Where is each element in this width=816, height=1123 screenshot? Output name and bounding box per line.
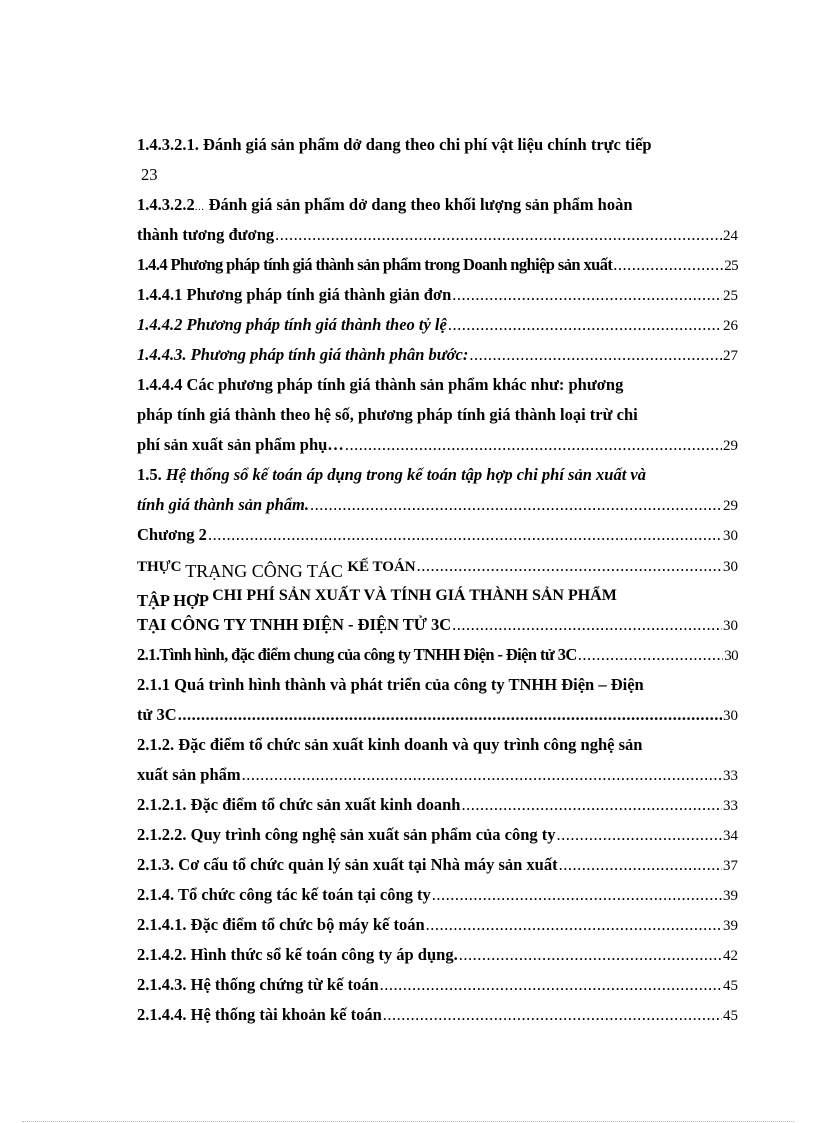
toc-entry-title: Hệ thống sổ kế toán áp dụng trong kế toán tập hợp chi phí sản xuất và <box>165 465 646 484</box>
toc-entry-title: 1.4.4.4 Các phương pháp tính giá thành sản phẩm khác như: phương <box>137 375 624 394</box>
toc-entry-1-4-4[interactable] <box>137 250 738 280</box>
toc-entry-page: 33 <box>723 798 738 814</box>
toc-entry-page: 37 <box>723 858 738 874</box>
toc-dot-leader <box>178 700 722 730</box>
toc-entry-page: 45 <box>723 978 738 994</box>
toc-dot-leader <box>469 340 722 370</box>
toc-entry-tap-hop[interactable] <box>137 580 738 610</box>
toc-entry-title: 1.4.4.3. Phương pháp tính giá thành phân bước: <box>137 345 469 364</box>
toc-entry-title: 2.1.2.2. Quy trình công nghệ sản xuất sản phẩm của công ty <box>137 825 556 844</box>
toc-entry-page: 27 <box>723 348 738 364</box>
toc-entry-page: 30 <box>723 559 738 575</box>
toc-dot-leader <box>275 220 722 250</box>
toc-entry-1-4-4-2[interactable] <box>137 310 738 340</box>
toc-entry-1-5[interactable] <box>137 460 738 490</box>
toc-entry-continuation[interactable] <box>137 430 738 460</box>
toc-entry-continuation[interactable] <box>137 760 738 790</box>
toc-entry-continuation <box>137 400 738 430</box>
toc-entry-page: 24 <box>723 228 738 244</box>
toc-entry-page: 39 <box>723 918 738 934</box>
toc-title-part: TRẠNG CÔNG TÁC <box>185 561 348 580</box>
toc-entry-2-1-4[interactable] <box>137 880 738 910</box>
toc-dot-leader <box>557 820 722 850</box>
toc-entry-page: 33 <box>723 768 738 784</box>
toc-entry-thuc-trang[interactable] <box>137 550 738 580</box>
toc-entry-title: 2.1.2. Đặc điểm tổ chức sản xuất kinh doanh và quy trình công nghệ sản <box>137 735 643 754</box>
toc-entry-page: 42 <box>723 948 738 964</box>
toc-dot-leader <box>452 280 722 310</box>
toc-entry-page: 23 <box>141 165 158 184</box>
toc-entry-1-4-4-4[interactable] <box>137 370 738 400</box>
toc-entry-title: 2.1.1 Quá trình hình thành và phát triển của công ty TNHH Điện – Điện <box>137 675 644 694</box>
toc-dot-leader <box>459 940 722 970</box>
toc-dot-leader <box>426 910 722 940</box>
toc-entry-1-4-4-3[interactable] <box>137 340 738 370</box>
toc-title-part: THỰC <box>137 559 186 575</box>
toc-title-part: TẬP HỢP <box>137 591 213 610</box>
toc-entry-title: 2.1.Tình hình, đặc điểm chung của công ty TNHH Điện - Điện tử 3C <box>137 645 577 664</box>
toc-entry-2-1-2-2[interactable] <box>137 820 738 850</box>
toc-entry-chuong-2[interactable] <box>137 520 738 550</box>
toc-dot-leader <box>448 310 722 340</box>
toc-entry-page: 30 <box>724 648 738 664</box>
toc-entry-page: 30 <box>723 618 738 634</box>
toc-entry-1-4-4-1[interactable] <box>137 280 738 310</box>
toc-entry-title: 2.1.4. Tổ chức công tác kế toán tại công ty <box>137 885 431 904</box>
toc-entry-2-1[interactable] <box>137 640 738 670</box>
toc-dot-leader <box>208 520 722 550</box>
toc-dot-leader <box>578 640 724 670</box>
toc-entry-page: 45 <box>723 1008 738 1024</box>
toc-entry-page: 34 <box>723 828 738 844</box>
toc-entry-title: Đánh giá sản phẩm dở dang theo khối lượng sản phẩm hoàn <box>208 195 633 214</box>
toc-entry-title: pháp tính giá thành theo hệ số, phương pháp tính giá thành loại trừ chi <box>137 405 638 424</box>
toc-title-part: KẾ TOÁN <box>347 559 416 575</box>
toc-dot-leader <box>613 250 723 280</box>
toc-entry-title: 2.1.2.1. Đặc điểm tổ chức sản xuất kinh doanh <box>137 795 461 814</box>
toc-dot-leader <box>310 490 722 520</box>
toc-entry-title: tính giá thành sản phẩm. <box>137 495 309 514</box>
toc-entry-title: 2.1.4.2. Hình thức sổ kế toán công ty áp dụng. <box>137 945 458 964</box>
toc-entry-number: 1.5. <box>137 465 166 484</box>
toc-entry-1-4-3-2-2[interactable] <box>137 190 738 220</box>
toc-entry-title: tử 3C <box>137 705 177 724</box>
toc-title-part: CHI PHÍ SẢN XUẤT VÀ TÍNH GIÁ THÀNH SẢN PHẨM <box>212 587 617 604</box>
toc-entry-page: 30 <box>723 708 738 724</box>
toc-entry-title: 2.1.3. Cơ cấu tổ chức quản lý sản xuất tại Nhà máy sản xuất <box>137 855 558 874</box>
toc-entry-continuation[interactable] <box>137 610 738 640</box>
toc-entry-page: 29 <box>723 438 738 454</box>
toc-entry-title: 1.4.4 Phương pháp tính giá thành sản phẩm trong Doanh nghiệp sản xuất <box>137 255 613 274</box>
toc-entry-continuation[interactable] <box>137 700 738 730</box>
toc-entry-number: 1.4.3.2.2 <box>137 195 195 214</box>
toc-dot-leader <box>432 880 722 910</box>
toc-entry-title: 1.4.3.2.1. Đánh giá sản phẩm dở dang theo chi phí vật liệu chính trực tiếp <box>137 135 652 154</box>
toc-dot-leader <box>417 551 722 580</box>
toc-entry-title: TẠI CÔNG TY TNHH ĐIỆN - ĐIỆN TỬ 3C <box>137 615 452 634</box>
toc-entry-1-4-3-2-1[interactable] <box>137 130 738 160</box>
table-of-contents <box>137 130 738 1030</box>
toc-entry-2-1-3[interactable] <box>137 850 738 880</box>
toc-entry-2-1-2-1[interactable] <box>137 790 738 820</box>
toc-entry-title: phí sản xuất sản phẩm phụ… <box>137 435 344 454</box>
toc-entry-2-1-4-4[interactable] <box>137 1000 738 1030</box>
toc-entry-title: 2.1.4.3. Hệ thống chứng từ kế toán <box>137 975 379 994</box>
toc-entry-2-1-2[interactable] <box>137 730 738 760</box>
toc-dot-leader <box>242 760 722 790</box>
toc-entry-title: thành tương đương <box>137 225 275 244</box>
toc-entry-page: 25 <box>723 288 738 304</box>
toc-entry-continuation[interactable] <box>137 490 738 520</box>
toc-entry-page: 25 <box>724 258 738 274</box>
toc-entry-page-row <box>137 160 738 190</box>
page-bottom-border <box>22 1121 794 1122</box>
toc-entry-page: 26 <box>723 318 738 334</box>
toc-entry-2-1-4-3[interactable] <box>137 970 738 1000</box>
toc-entry-title: Chương 2 <box>137 525 207 544</box>
toc-entry-2-1-1[interactable] <box>137 670 738 700</box>
toc-entry-2-1-4-1[interactable] <box>137 910 738 940</box>
toc-entry-title: 1.4.4.2 Phương pháp tính giá thành theo tỷ lệ <box>137 315 447 334</box>
toc-entry-page: 30 <box>723 528 738 544</box>
toc-entry-title <box>137 550 416 580</box>
toc-dot-leader <box>461 790 722 820</box>
toc-dot-leader <box>559 850 722 880</box>
toc-entry-title: xuất sản phẩm <box>137 765 241 784</box>
toc-dot-leader <box>383 1000 722 1030</box>
toc-entry-title: 2.1.4.4. Hệ thống tài khoản kế toán <box>137 1005 382 1024</box>
toc-dot-leader <box>452 610 722 640</box>
toc-entry-page: 29 <box>723 498 738 514</box>
toc-entry-2-1-4-2[interactable] <box>137 940 738 970</box>
toc-dot-leader <box>380 970 722 1000</box>
toc-entry-title: 2.1.4.1. Đặc điểm tổ chức bộ máy kế toán <box>137 915 425 934</box>
toc-entry-title: 1.4.4.1 Phương pháp tính giá thành giản đơn <box>137 285 452 304</box>
toc-dot-leader <box>345 430 722 460</box>
toc-entry-continuation[interactable] <box>137 220 738 250</box>
toc-dot-leader-short: ... <box>194 201 205 213</box>
toc-entry-page: 39 <box>723 888 738 904</box>
